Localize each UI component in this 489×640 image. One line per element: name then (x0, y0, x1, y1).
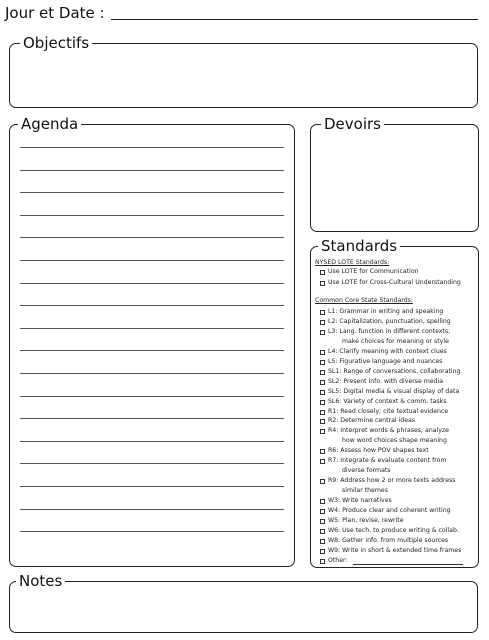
ccss-item: W5: Plan, revise, rewrite (328, 516, 404, 524)
agenda-line[interactable] (20, 418, 284, 419)
ccss-checkbox[interactable] (320, 419, 325, 424)
ccss-item-continued: similar themes (342, 487, 388, 495)
ccss-item-continued: how word choices shape meaning (342, 437, 447, 445)
date-write-line[interactable] (111, 19, 478, 20)
devoirs-title: Devoirs (321, 116, 384, 132)
agenda-title: Agenda (18, 116, 81, 132)
agenda-line[interactable] (20, 147, 284, 148)
ccss-item: R2: Determine central ideas (328, 417, 416, 425)
ccss-checkbox[interactable] (320, 380, 325, 385)
agenda-box[interactable] (9, 124, 295, 567)
agenda-line[interactable] (20, 328, 284, 329)
agenda-line[interactable] (20, 305, 284, 306)
objectifs-box[interactable] (9, 43, 478, 108)
agenda-line[interactable] (20, 486, 284, 487)
ccss-item: L3: Lang. function in different contexts; (328, 327, 451, 335)
nysed-item-1: Use LOTE for Communication (328, 268, 419, 275)
other-write-line[interactable] (353, 564, 463, 565)
ccss-checkbox[interactable] (320, 479, 325, 484)
ccss-checkbox[interactable] (320, 350, 325, 355)
ccss-item: R9: Address how 2 or more texts address (328, 477, 456, 485)
agenda-line[interactable] (20, 350, 284, 351)
notes-title: Notes (16, 573, 65, 589)
ccss-item: L4: Clarify meaning with context clues (328, 347, 447, 355)
agenda-line[interactable] (20, 441, 284, 442)
ccss-item: W4: Produce clear and coherent writing (328, 507, 451, 514)
agenda-line[interactable] (20, 215, 284, 216)
ccss-checkbox[interactable] (320, 429, 325, 434)
agenda-line[interactable] (20, 396, 284, 397)
ccss-item: SL5: Digital media & visual display of data (328, 387, 460, 395)
agenda-line[interactable] (20, 283, 284, 284)
ccss-checkbox[interactable] (320, 559, 325, 564)
ccss-item-continued: diverse formats (342, 467, 391, 475)
ccss-checkbox[interactable] (320, 459, 325, 464)
ccss-checkbox[interactable] (320, 410, 325, 415)
ccss-checkbox[interactable] (320, 519, 325, 524)
nysed-checkbox-2[interactable] (320, 281, 325, 286)
agenda-line[interactable] (20, 531, 284, 532)
devoirs-box[interactable] (310, 124, 479, 232)
ccss-item: SL6: Variety of context & comm. tasks (328, 397, 447, 405)
ccss-checkbox[interactable] (320, 499, 325, 504)
nysed-checkbox-1[interactable] (320, 270, 325, 275)
ccss-item: W9: Write in short & extended time frames (328, 546, 462, 554)
ccss-item: R7: Integrate & evaluate content from (328, 457, 447, 465)
ccss-item: L5: Figurative language and nuances (328, 357, 443, 365)
objectifs-title: Objectifs (20, 35, 92, 51)
agenda-line[interactable] (20, 260, 284, 261)
ccss-checkbox[interactable] (320, 370, 325, 375)
ccss-checkbox[interactable] (320, 320, 325, 325)
ccss-checkbox[interactable] (320, 400, 325, 405)
ccss-item: W6: Use tech. to produce writing & collab. (328, 526, 459, 534)
agenda-line[interactable] (20, 237, 284, 238)
ccss-checkbox[interactable] (320, 449, 325, 454)
agenda-line[interactable] (20, 373, 284, 374)
standards-title: Standards (318, 238, 400, 254)
agenda-line[interactable] (20, 463, 284, 464)
agenda-line[interactable] (20, 509, 284, 510)
ccss-checkbox[interactable] (320, 539, 325, 544)
ccss-item: W8: Gather info. from multiple sources (328, 536, 449, 544)
ccss-item: R1: Read closely; cite textual evidence (328, 407, 449, 415)
ccss-item: R6: Assess how POV shapes text (328, 447, 429, 455)
ccss-checkbox[interactable] (320, 509, 325, 514)
date-label: Jour et Date : (5, 4, 105, 22)
ccss-item: Other: (328, 556, 348, 564)
ccss-item: L1: Grammar in writing and speaking (328, 308, 444, 315)
agenda-line[interactable] (20, 170, 284, 171)
ccss-heading: Common Core State Standards: (315, 297, 413, 304)
nysed-item-2: Use LOTE for Cross-Cultural Understanding (328, 279, 461, 286)
ccss-item: L2: Capitalization, punctuation, spelling (328, 317, 451, 325)
notes-box[interactable] (9, 581, 478, 633)
ccss-item: SL2: Present info. with diverse media (328, 377, 443, 385)
ccss-item: W3: Write narratives (328, 497, 392, 505)
ccss-item: R4: Interpret words & phrases; analyze (328, 427, 449, 435)
ccss-checkbox[interactable] (320, 549, 325, 554)
ccss-checkbox[interactable] (320, 360, 325, 365)
agenda-line[interactable] (20, 192, 284, 193)
ccss-checkbox[interactable] (320, 529, 325, 534)
ccss-checkbox[interactable] (320, 330, 325, 335)
ccss-item-continued: make choices for meaning or style (342, 337, 449, 345)
ccss-checkbox[interactable] (320, 390, 325, 395)
ccss-item: SL1: Range of conversations, collaborating (328, 367, 461, 375)
ccss-checkbox[interactable] (320, 310, 325, 315)
nysed-heading: NYSED LOTE Standards: (315, 259, 390, 266)
